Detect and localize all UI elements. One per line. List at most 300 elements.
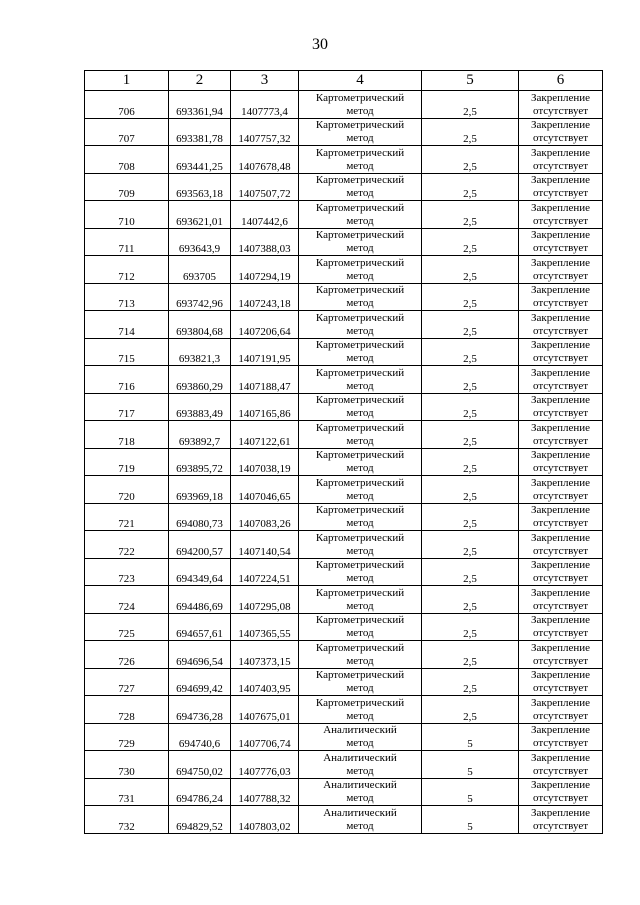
accuracy-cell: 2,5	[422, 558, 519, 586]
point-number-cell: 725	[85, 613, 169, 641]
point-number-cell: 715	[85, 338, 169, 366]
method-line-2: метод	[346, 159, 374, 172]
table-row	[85, 503, 603, 531]
x-coordinate-cell: 693441,25	[169, 146, 231, 174]
fixing-line-1: Закрепление	[530, 201, 591, 214]
fixing-cell	[519, 503, 603, 531]
fixing-line-1: Закрепление	[530, 476, 591, 489]
accuracy-cell: 2,5	[422, 173, 519, 201]
fixing-line-1: Закрепление	[530, 91, 591, 104]
point-number-cell: 713	[85, 283, 169, 311]
point-number-cell: 730	[85, 751, 169, 779]
point-number-cell: 714	[85, 311, 169, 339]
y-coordinate-cell: 1407803,02	[231, 806, 299, 834]
fixing-line-2: отсутствует	[532, 104, 589, 117]
method-line-1: Картометрический	[315, 174, 405, 186]
table-row	[85, 283, 603, 311]
point-number-cell: 732	[85, 806, 169, 834]
fixing-cell	[519, 696, 603, 724]
x-coordinate-cell: 693892,7	[169, 421, 231, 449]
table-row	[85, 723, 603, 751]
fixing-cell	[519, 448, 603, 476]
accuracy-cell: 5	[422, 723, 519, 751]
x-coordinate-cell: 694349,64	[169, 558, 231, 586]
accuracy-cell: 5	[422, 806, 519, 834]
x-coordinate-cell: 694829,52	[169, 806, 231, 834]
y-coordinate-cell: 1407243,18	[231, 283, 299, 311]
accuracy-cell: 5	[422, 778, 519, 806]
method-cell	[299, 256, 422, 284]
fixing-line-2: отсутствует	[532, 737, 589, 749]
accuracy-cell: 2,5	[422, 421, 519, 449]
fixing-cell	[519, 586, 603, 614]
accuracy-cell: 2,5	[422, 503, 519, 531]
accuracy-cell: 2,5	[422, 338, 519, 366]
table-row	[85, 751, 603, 779]
method-cell	[299, 723, 422, 751]
method-line-2: метод	[346, 324, 374, 337]
method-cell	[299, 476, 422, 504]
method-line-2: метод	[346, 792, 374, 804]
method-line-1: Картометрический	[315, 394, 405, 406]
table-row	[85, 118, 603, 146]
table-row	[85, 338, 603, 366]
method-cell	[299, 613, 422, 641]
method-line-1: Картометрический	[315, 119, 405, 131]
method-cell	[299, 586, 422, 614]
table-row	[85, 311, 603, 339]
fixing-line-1: Закрепление	[530, 779, 591, 791]
x-coordinate-cell: 693621,01	[169, 201, 231, 229]
table-row	[85, 641, 603, 669]
method-line-1: Картометрический	[315, 669, 405, 681]
fixing-line-1: Закрепление	[530, 256, 591, 269]
method-cell	[299, 751, 422, 779]
header-row	[85, 71, 603, 91]
fixing-line-2: отсутствует	[532, 572, 589, 584]
fixing-line-1: Закрепление	[530, 696, 591, 709]
point-number-cell: 723	[85, 558, 169, 586]
fixing-line-2: отсутствует	[532, 159, 589, 172]
column-header: 3	[231, 71, 299, 91]
fixing-cell	[519, 778, 603, 806]
fixing-line-1: Закрепление	[530, 614, 591, 626]
method-cell	[299, 641, 422, 669]
x-coordinate-cell: 693361,94	[169, 91, 231, 119]
method-line-1: Картометрический	[315, 284, 405, 296]
method-line-1: Картометрический	[315, 366, 405, 379]
accuracy-cell: 2,5	[422, 201, 519, 229]
x-coordinate-cell: 693563,18	[169, 173, 231, 201]
table-row	[85, 256, 603, 284]
method-line-2: метод	[346, 269, 374, 282]
method-line-2: метод	[346, 132, 374, 144]
method-line-2: метод	[346, 599, 374, 612]
method-line-1: Картометрический	[315, 531, 405, 544]
x-coordinate-cell: 693742,96	[169, 283, 231, 311]
accuracy-cell: 2,5	[422, 146, 519, 174]
fixing-line-1: Закрепление	[530, 641, 591, 654]
fixing-line-2: отсутствует	[532, 544, 589, 557]
y-coordinate-cell: 1407122,61	[231, 421, 299, 449]
point-number-cell: 731	[85, 778, 169, 806]
column-header: 5	[422, 71, 519, 91]
y-coordinate-cell: 1407224,51	[231, 558, 299, 586]
method-line-2: метод	[346, 709, 374, 722]
fixing-cell	[519, 146, 603, 174]
fixing-cell	[519, 723, 603, 751]
x-coordinate-cell: 693804,68	[169, 311, 231, 339]
x-coordinate-cell: 694486,69	[169, 586, 231, 614]
method-line-1: Картометрический	[315, 146, 405, 159]
point-number-cell: 726	[85, 641, 169, 669]
y-coordinate-cell: 1407675,01	[231, 696, 299, 724]
method-cell	[299, 531, 422, 559]
method-line-2: метод	[346, 462, 374, 474]
method-line-2: метод	[346, 654, 374, 667]
point-number-cell: 716	[85, 366, 169, 394]
table-row	[85, 393, 603, 421]
x-coordinate-cell: 694696,54	[169, 641, 231, 669]
table-row	[85, 173, 603, 201]
method-line-1: Картометрический	[315, 256, 405, 269]
accuracy-cell: 2,5	[422, 668, 519, 696]
fixing-line-1: Закрепление	[530, 146, 591, 159]
x-coordinate-cell: 694699,42	[169, 668, 231, 696]
fixing-cell	[519, 421, 603, 449]
point-number-cell: 711	[85, 228, 169, 256]
y-coordinate-cell: 1407373,15	[231, 641, 299, 669]
point-number-cell: 724	[85, 586, 169, 614]
fixing-line-1: Закрепление	[530, 724, 591, 736]
point-number-cell: 710	[85, 201, 169, 229]
method-line-1: Картометрический	[315, 311, 405, 324]
method-line-2: метод	[346, 379, 374, 392]
fixing-cell	[519, 531, 603, 559]
point-number-cell: 720	[85, 476, 169, 504]
method-cell	[299, 696, 422, 724]
method-line-1: Картометрический	[315, 614, 405, 626]
method-line-1: Картометрический	[315, 201, 405, 214]
fixing-line-1: Закрепление	[530, 229, 591, 241]
fixing-cell	[519, 228, 603, 256]
fixing-line-2: отсутствует	[532, 407, 589, 419]
y-coordinate-cell: 1407507,72	[231, 173, 299, 201]
method-line-2: метод	[346, 407, 374, 419]
x-coordinate-cell: 693883,49	[169, 393, 231, 421]
table-row	[85, 476, 603, 504]
fixing-cell	[519, 613, 603, 641]
method-line-2: метод	[346, 572, 374, 584]
y-coordinate-cell: 1407773,4	[231, 91, 299, 119]
fixing-line-1: Закрепление	[530, 449, 591, 461]
y-coordinate-cell: 1407188,47	[231, 366, 299, 394]
fixing-cell	[519, 668, 603, 696]
method-line-1: Картометрический	[315, 504, 405, 516]
y-coordinate-cell: 1407788,32	[231, 778, 299, 806]
point-number-cell: 707	[85, 118, 169, 146]
accuracy-cell: 2,5	[422, 118, 519, 146]
table-row	[85, 448, 603, 476]
column-header: 2	[169, 71, 231, 91]
method-cell	[299, 283, 422, 311]
method-line-1: Аналитический	[323, 806, 397, 819]
method-line-2: метод	[346, 489, 374, 502]
fixing-line-2: отсутствует	[532, 819, 589, 832]
table-row	[85, 696, 603, 724]
x-coordinate-cell: 694786,24	[169, 778, 231, 806]
method-line-2: метод	[346, 214, 374, 227]
fixing-line-1: Закрепление	[530, 586, 591, 599]
point-number-cell: 709	[85, 173, 169, 201]
method-line-1: Картометрический	[315, 586, 405, 599]
method-line-2: метод	[346, 104, 374, 117]
fixing-line-2: отсутствует	[532, 682, 589, 694]
method-line-2: метод	[346, 297, 374, 309]
y-coordinate-cell: 1407442,6	[231, 201, 299, 229]
table-row	[85, 586, 603, 614]
accuracy-cell: 2,5	[422, 393, 519, 421]
table-row	[85, 806, 603, 834]
table-row	[85, 366, 603, 394]
y-coordinate-cell: 1407776,03	[231, 751, 299, 779]
point-number-cell: 717	[85, 393, 169, 421]
fixing-cell	[519, 338, 603, 366]
method-cell	[299, 311, 422, 339]
method-line-2: метод	[346, 187, 374, 199]
point-number-cell: 728	[85, 696, 169, 724]
column-header: 1	[85, 71, 169, 91]
fixing-line-2: отсутствует	[532, 764, 589, 777]
table-row	[85, 91, 603, 119]
method-line-1: Картометрический	[315, 229, 405, 241]
point-number-cell: 729	[85, 723, 169, 751]
method-cell	[299, 778, 422, 806]
method-cell	[299, 558, 422, 586]
point-number-cell: 708	[85, 146, 169, 174]
table-row	[85, 558, 603, 586]
method-line-2: метод	[346, 627, 374, 639]
fixing-cell	[519, 311, 603, 339]
fixing-cell	[519, 91, 603, 119]
method-line-2: метод	[346, 764, 374, 777]
method-line-2: метод	[346, 242, 374, 254]
accuracy-cell: 2,5	[422, 311, 519, 339]
method-cell	[299, 118, 422, 146]
fixing-line-2: отсутствует	[532, 627, 589, 639]
x-coordinate-cell: 694750,02	[169, 751, 231, 779]
y-coordinate-cell: 1407038,19	[231, 448, 299, 476]
accuracy-cell: 2,5	[422, 641, 519, 669]
method-line-2: метод	[346, 737, 374, 749]
table-row	[85, 613, 603, 641]
column-header: 6	[519, 71, 603, 91]
accuracy-cell: 5	[422, 751, 519, 779]
y-coordinate-cell: 1407206,64	[231, 311, 299, 339]
method-line-1: Аналитический	[323, 724, 397, 736]
fixing-line-2: отсутствует	[532, 599, 589, 612]
point-number-cell: 712	[85, 256, 169, 284]
fixing-cell	[519, 641, 603, 669]
fixing-cell	[519, 366, 603, 394]
y-coordinate-cell: 1407191,95	[231, 338, 299, 366]
method-line-1: Картометрический	[315, 641, 405, 654]
accuracy-cell: 2,5	[422, 366, 519, 394]
fixing-line-2: отсутствует	[532, 132, 589, 144]
accuracy-cell: 2,5	[422, 586, 519, 614]
y-coordinate-cell: 1407046,65	[231, 476, 299, 504]
method-cell	[299, 421, 422, 449]
fixing-cell	[519, 256, 603, 284]
y-coordinate-cell: 1407165,86	[231, 393, 299, 421]
method-line-2: метод	[346, 544, 374, 557]
y-coordinate-cell: 1407294,19	[231, 256, 299, 284]
fixing-cell	[519, 806, 603, 834]
x-coordinate-cell: 693821,3	[169, 338, 231, 366]
x-coordinate-cell: 693381,78	[169, 118, 231, 146]
fixing-line-1: Закрепление	[530, 119, 591, 131]
fixing-line-1: Закрепление	[530, 284, 591, 296]
fixing-line-2: отсутствует	[532, 489, 589, 502]
fixing-line-1: Закрепление	[530, 531, 591, 544]
method-cell	[299, 201, 422, 229]
y-coordinate-cell: 1407388,03	[231, 228, 299, 256]
x-coordinate-cell: 694740,6	[169, 723, 231, 751]
x-coordinate-cell: 693643,9	[169, 228, 231, 256]
x-coordinate-cell: 693705	[169, 256, 231, 284]
fixing-line-1: Закрепление	[530, 504, 591, 516]
accuracy-cell: 2,5	[422, 448, 519, 476]
fixing-cell	[519, 558, 603, 586]
method-line-2: метод	[346, 819, 374, 832]
table-row	[85, 146, 603, 174]
point-number-cell: 706	[85, 91, 169, 119]
x-coordinate-cell: 694657,61	[169, 613, 231, 641]
x-coordinate-cell: 694200,57	[169, 531, 231, 559]
y-coordinate-cell: 1407083,26	[231, 503, 299, 531]
coordinates-table	[84, 70, 603, 834]
accuracy-cell: 2,5	[422, 228, 519, 256]
method-line-1: Картометрический	[315, 696, 405, 709]
accuracy-cell: 2,5	[422, 91, 519, 119]
method-line-2: метод	[346, 682, 374, 694]
x-coordinate-cell: 693860,29	[169, 366, 231, 394]
table-row	[85, 531, 603, 559]
x-coordinate-cell: 693895,72	[169, 448, 231, 476]
fixing-cell	[519, 393, 603, 421]
fixing-line-1: Закрепление	[530, 806, 591, 819]
fixing-line-2: отсутствует	[532, 379, 589, 392]
method-line-1: Картометрический	[315, 476, 405, 489]
table-row	[85, 668, 603, 696]
method-cell	[299, 806, 422, 834]
y-coordinate-cell: 1407365,55	[231, 613, 299, 641]
fixing-cell	[519, 283, 603, 311]
fixing-line-1: Закрепление	[530, 751, 591, 764]
fixing-cell	[519, 118, 603, 146]
y-coordinate-cell: 1407757,32	[231, 118, 299, 146]
table-row	[85, 778, 603, 806]
fixing-line-2: отсутствует	[532, 709, 589, 722]
method-line-1: Аналитический	[323, 779, 397, 791]
column-header: 4	[299, 71, 422, 91]
method-line-2: метод	[346, 517, 374, 529]
method-cell	[299, 366, 422, 394]
y-coordinate-cell: 1407295,08	[231, 586, 299, 614]
method-cell	[299, 448, 422, 476]
accuracy-cell: 2,5	[422, 613, 519, 641]
method-line-1: Картометрический	[315, 339, 405, 351]
method-line-1: Картометрический	[315, 91, 405, 104]
accuracy-cell: 2,5	[422, 283, 519, 311]
method-line-1: Картометрический	[315, 559, 405, 571]
fixing-line-2: отсутствует	[532, 654, 589, 667]
fixing-line-1: Закрепление	[530, 394, 591, 406]
method-cell	[299, 146, 422, 174]
fixing-line-1: Закрепление	[530, 559, 591, 571]
x-coordinate-cell: 694080,73	[169, 503, 231, 531]
method-line-1: Картометрический	[315, 449, 405, 461]
table-row	[85, 228, 603, 256]
method-line-1: Картометрический	[315, 421, 405, 434]
fixing-line-2: отсутствует	[532, 242, 589, 254]
method-cell	[299, 503, 422, 531]
accuracy-cell: 2,5	[422, 696, 519, 724]
method-cell	[299, 91, 422, 119]
method-line-2: метод	[346, 434, 374, 447]
fixing-cell	[519, 476, 603, 504]
method-cell	[299, 668, 422, 696]
x-coordinate-cell: 693969,18	[169, 476, 231, 504]
fixing-line-1: Закрепление	[530, 669, 591, 681]
fixing-line-1: Закрепление	[530, 421, 591, 434]
fixing-cell	[519, 201, 603, 229]
fixing-line-2: отсутствует	[532, 187, 589, 199]
fixing-line-2: отсутствует	[532, 792, 589, 804]
fixing-line-2: отсутствует	[532, 214, 589, 227]
fixing-line-2: отсутствует	[532, 269, 589, 282]
accuracy-cell: 2,5	[422, 256, 519, 284]
fixing-line-1: Закрепление	[530, 311, 591, 324]
accuracy-cell: 2,5	[422, 531, 519, 559]
fixing-line-2: отсутствует	[532, 517, 589, 529]
point-number-cell: 719	[85, 448, 169, 476]
fixing-line-2: отсутствует	[532, 352, 589, 364]
method-cell	[299, 393, 422, 421]
method-line-2: метод	[346, 352, 374, 364]
table-row	[85, 201, 603, 229]
point-number-cell: 722	[85, 531, 169, 559]
method-line-1: Аналитический	[323, 751, 397, 764]
y-coordinate-cell: 1407140,54	[231, 531, 299, 559]
fixing-line-1: Закрепление	[530, 339, 591, 351]
fixing-line-1: Закрепление	[530, 174, 591, 186]
page-number: 30	[312, 36, 328, 53]
method-cell	[299, 173, 422, 201]
fixing-line-2: отсутствует	[532, 297, 589, 309]
method-cell	[299, 228, 422, 256]
y-coordinate-cell: 1407403,95	[231, 668, 299, 696]
point-number-cell: 721	[85, 503, 169, 531]
point-number-cell: 718	[85, 421, 169, 449]
y-coordinate-cell: 1407706,74	[231, 723, 299, 751]
fixing-line-1: Закрепление	[530, 366, 591, 379]
x-coordinate-cell: 694736,28	[169, 696, 231, 724]
fixing-line-2: отсутствует	[532, 324, 589, 337]
fixing-line-2: отсутствует	[532, 462, 589, 474]
fixing-cell	[519, 751, 603, 779]
fixing-cell	[519, 173, 603, 201]
